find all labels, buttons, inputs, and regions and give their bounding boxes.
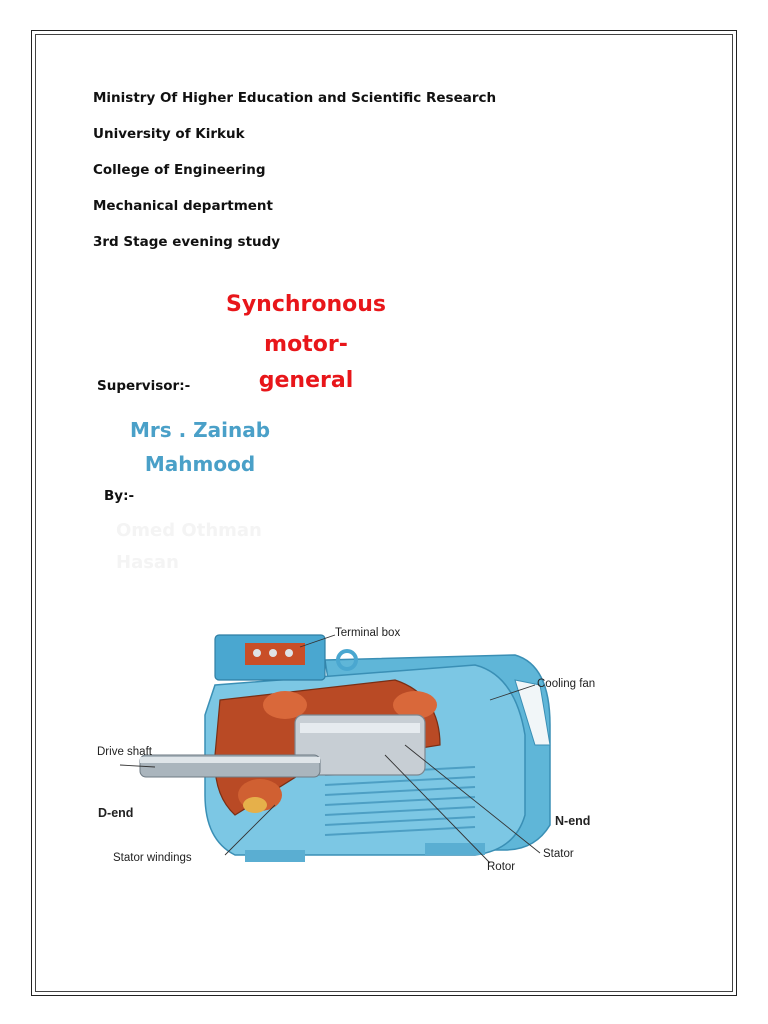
ministry-line: Ministry Of Higher Education and Scientific Research <box>93 90 497 106</box>
title-line-3: general <box>258 368 354 393</box>
title-line-1: Synchronous <box>225 292 387 317</box>
label-stator-windings: Stator windings <box>113 852 192 864</box>
label-n-end: N-end <box>555 814 591 828</box>
supervisor-label: Supervisor:- <box>97 378 191 394</box>
label-rotor: Rotor <box>487 861 516 873</box>
motor-illustration <box>140 635 550 862</box>
label-stator: Stator <box>543 848 574 860</box>
stage-line: 3rd Stage evening study <box>93 234 281 250</box>
label-drive-shaft: Drive shaft <box>97 746 152 758</box>
title-line-2: motor- <box>264 332 348 357</box>
supervisor-name-line-2: Mahmood <box>144 452 256 476</box>
author-label: By:- <box>104 488 135 504</box>
label-terminal-box: Terminal box <box>335 627 401 639</box>
author-name-line-2: Hasan <box>116 552 179 573</box>
label-d-end: D-end <box>98 806 134 820</box>
college-line: College of Engineering <box>93 162 266 178</box>
department-line: Mechanical department <box>93 198 273 214</box>
university-line: University of Kirkuk <box>93 126 245 142</box>
author-name-line-1: Omed Othman <box>116 520 262 541</box>
supervisor-name-line-1: Mrs . Zainab <box>129 418 271 442</box>
label-cooling-fan: Cooling fan <box>537 678 596 690</box>
motor-diagram <box>95 605 655 900</box>
